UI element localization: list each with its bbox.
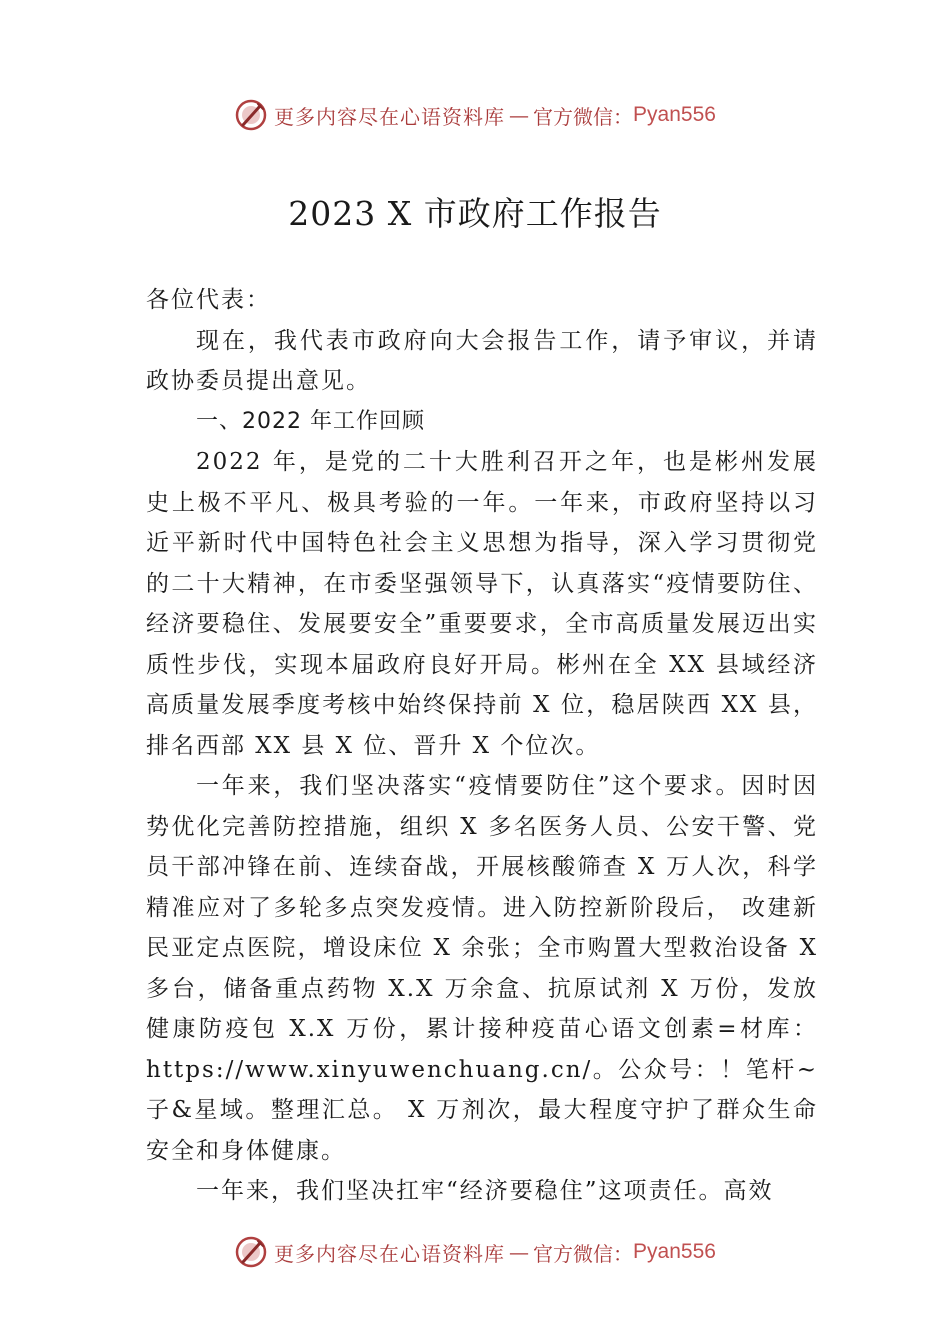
pen-seal-logo-icon bbox=[234, 1235, 268, 1269]
paragraph-3: 一年来，我们坚决扛牢“经济要稳住”这项责任。高效 bbox=[196, 1178, 774, 1204]
banner-wechat-id: Pyan556 bbox=[633, 1240, 716, 1263]
banner-wechat-label: 官方微信： bbox=[533, 1241, 634, 1266]
banner-dash: — bbox=[509, 1240, 530, 1264]
banner-dash: — bbox=[509, 103, 530, 127]
footer-banner bbox=[0, 1232, 950, 1272]
section-heading: 一、2022 年工作回顾 bbox=[196, 408, 425, 434]
banner-wechat-id: Pyan556 bbox=[633, 103, 716, 126]
salutation: 各位代表： bbox=[146, 287, 271, 313]
document-title: 2023 X 市政府工作报告 bbox=[288, 194, 662, 233]
banner-text: 更多内容尽在心语资料库 bbox=[274, 104, 506, 129]
paragraph-2: 一年来，我们坚决落实“疫情要防住”这个要求。因时因势优化完善防控措施，组织 X 多名医务人员、公安干警、党员干部冲锋在前、连续奋战，开展核酸筛查 X 万人次，科学精准应对了多轮多点突发疫情。进入防控新阶段后， 改建新民亚定点医院，增设床位 X 余张；全市购置大型救治设备 X 多台，储备重点药物 X.X 万余盒、抗原试剂 X 万份，发放健康防疫包 X.X 万份，累计接种疫苗心语文创素=材库：https://www.xinyuwenchuang.cn/。公众号：！笔杆~子&星域。整理汇总。 X 万剂次，最大程度守护了群众生命安全和身体健康。 bbox=[146, 773, 818, 1164]
paragraph-intro: 现在，我代表市政府向大会报告工作，请予审议，并请政协委员提出意见。 bbox=[146, 327, 818, 394]
document-body bbox=[146, 280, 818, 1212]
header-banner bbox=[0, 95, 950, 135]
banner-wechat-label: 官方微信： bbox=[533, 104, 634, 129]
banner-text: 更多内容尽在心语资料库 bbox=[274, 1241, 506, 1266]
pen-seal-logo-icon bbox=[234, 98, 268, 132]
paragraph-1: 2022 年，是党的二十大胜利召开之年，也是彬州发展史上极不平凡、极具考验的一年。一年来，市政府坚持以习近平新时代中国特色社会主义思想为指导，深入学习贯彻党的二十大精神，在市委坚强领导下，认真落实“疫情要防住、 经济要稳住、发展要安全”重要要求，全市高质量发展迈出实质性步伐，实现本届政府良好开局。彬州在全 XX 县域经济高质量发展季度考核中始终保持前 X 位，稳居陕西 XX 县，排名西部 XX 县 X 位、晋升 X 个位次。 bbox=[146, 449, 818, 759]
